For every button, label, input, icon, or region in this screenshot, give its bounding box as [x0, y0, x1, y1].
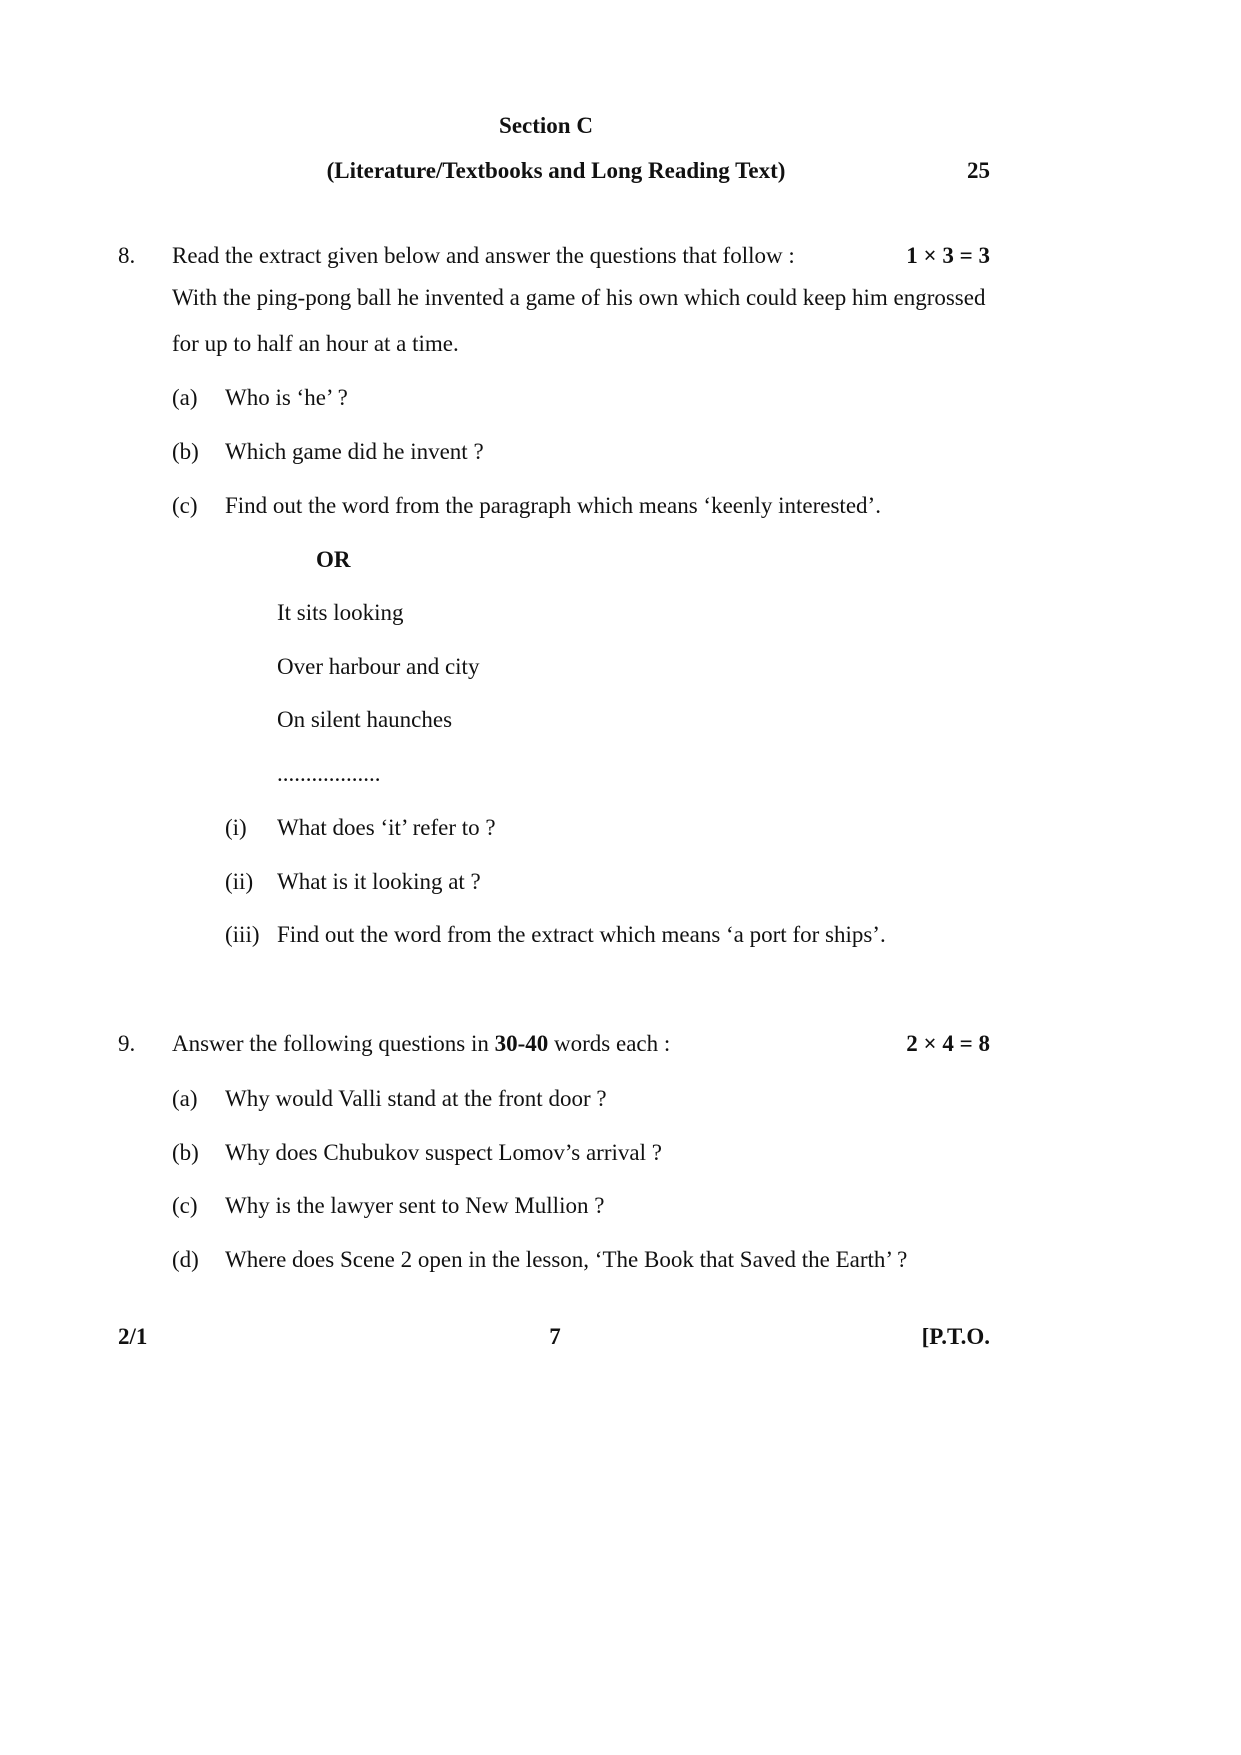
- q9-part-a-label: (a): [172, 1086, 198, 1111]
- pto-label: [P.T.O.: [921, 1324, 990, 1349]
- q8-or-part-i-label: (i): [225, 815, 247, 840]
- section-marks: 25: [967, 158, 990, 183]
- q9-part-c-text: Why is the lawyer sent to New Mullion ?: [225, 1193, 605, 1218]
- q8-part-c-text: Find out the word from the paragraph which means ‘keenly interested’.: [225, 493, 881, 518]
- q8-extract-line-2: for up to half an hour at a time.: [172, 331, 459, 356]
- q9-instruction: [172, 1032, 670, 1055]
- footer-code: 2/1: [118, 1324, 148, 1349]
- q9-part-d-label: (d): [172, 1247, 199, 1272]
- section-subtitle: (Literature/Textbooks and Long Reading Text): [326, 158, 786, 183]
- q9-part-b-label: (b): [172, 1140, 199, 1165]
- q8-extract-line-1: With the ping-pong ball he invented a game of his own which could keep him engrossed: [172, 285, 986, 310]
- poem-line-3: On silent haunches: [277, 707, 453, 732]
- q9-marks: 2 × 4 = 8: [906, 1031, 990, 1056]
- q8-or-part-i-text: What does ‘it’ refer to ?: [277, 815, 496, 840]
- poem-line-1: It sits looking: [277, 600, 404, 625]
- q9-part-d-text: Where does Scene 2 open in the lesson, ‘The Book that Saved the Earth’ ?: [225, 1247, 908, 1272]
- poem-ellipsis: ..................: [277, 761, 381, 786]
- poem-line-2: Over harbour and city: [277, 654, 480, 679]
- section-title: Section C: [499, 113, 593, 138]
- q9-instruction-pre: Answer the following questions in: [172, 1031, 495, 1056]
- q8-instruction: Read the extract given below and answer the questions that follow :: [172, 243, 795, 268]
- q8-part-b-label: (b): [172, 439, 199, 464]
- q8-marks: 1 × 3 = 3: [906, 243, 990, 268]
- q8-or-label: OR: [316, 547, 351, 572]
- q9-part-a-text: Why would Valli stand at the front door ?: [225, 1086, 607, 1111]
- q8-part-b-text: Which game did he invent ?: [225, 439, 484, 464]
- q9-number: 9.: [118, 1031, 136, 1056]
- q8-or-part-iii-text: Find out the word from the extract which means ‘a port for ships’.: [277, 922, 886, 947]
- q9-instruction-word-count: 30-40: [494, 1031, 549, 1056]
- q9-instruction-post: words each :: [548, 1031, 671, 1056]
- q8-or-part-iii-label: (iii): [225, 922, 260, 947]
- q8-or-part-ii-text: What is it looking at ?: [277, 869, 481, 894]
- q8-number: 8.: [118, 243, 136, 268]
- q8-part-c-label: (c): [172, 493, 198, 518]
- q8-part-a-text: Who is ‘he’ ?: [225, 385, 348, 410]
- q8-part-a-label: (a): [172, 385, 198, 410]
- q8-or-part-ii-label: (ii): [225, 869, 254, 894]
- q9-part-b-text: Why does Chubukov suspect Lomov’s arrival ?: [225, 1140, 662, 1165]
- q9-part-c-label: (c): [172, 1193, 198, 1218]
- page-number: 7: [549, 1324, 561, 1349]
